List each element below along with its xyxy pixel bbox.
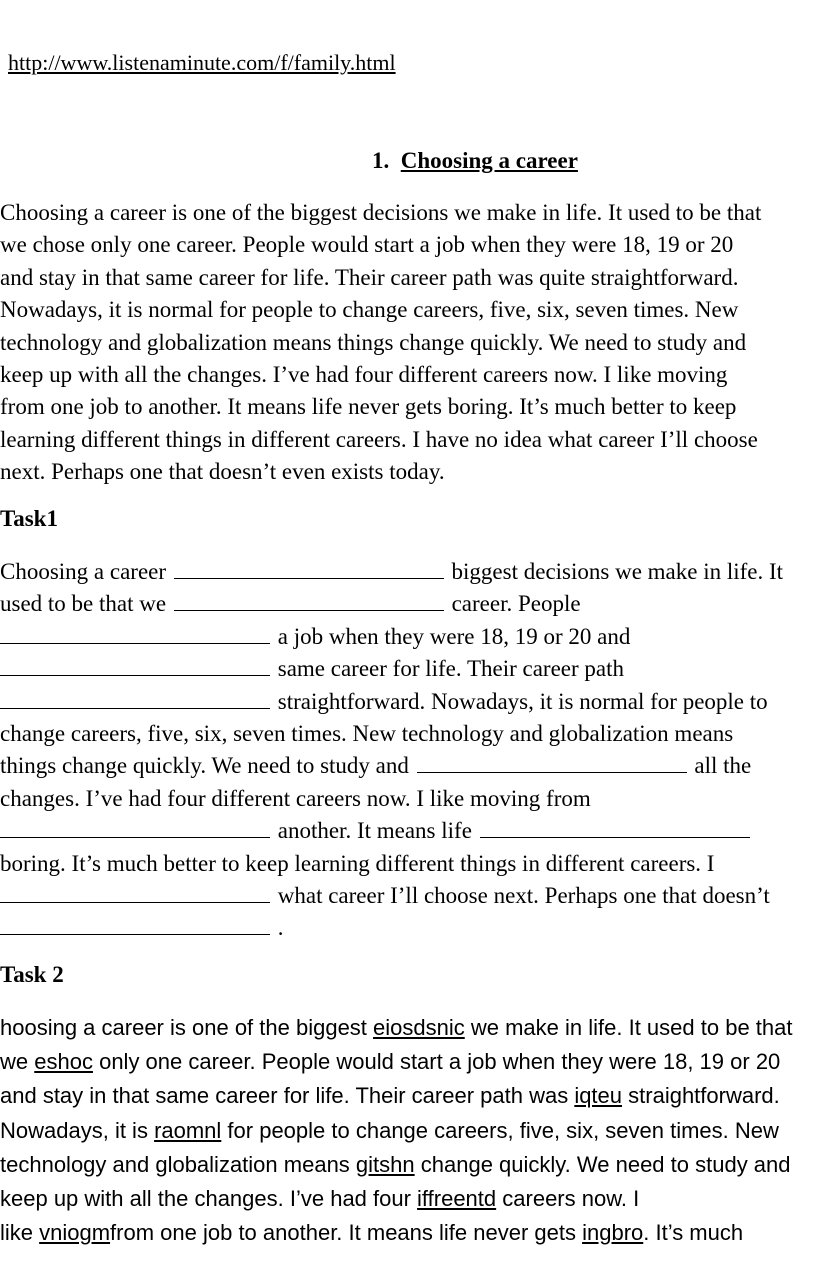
task2-line: hoosing a career is one of the biggest eiosdsnic we make in life. It used to be that [0,1015,793,1040]
paragraph-line: next. Perhaps one that doesn’t even exists today. [0,459,445,485]
paragraph-line: and stay in that same career for life. Their career path was quite straightforward. [0,264,739,290]
answer-blank[interactable] [174,577,444,579]
paragraph-line: Choosing a career is one of the biggest decisions we make in life. It used to be that [0,200,762,225]
paragraph-line: technology and globalization means things change quickly. We need to study and [0,329,747,355]
section-title-text: Choosing a career [400,148,578,173]
answer-blank[interactable] [0,836,270,838]
task1-line: . [0,912,816,944]
reading-paragraph [0,197,816,489]
answer-blank[interactable] [0,674,270,676]
scrambled-word: gitshn [355,1151,415,1177]
answer-blank[interactable] [0,707,270,709]
task2-line: keep up with all the changes. I’ve had four iffreentd careers now. I [0,1186,640,1212]
task2-heading: Task 2 [0,962,64,987]
scrambled-word: raomnl [154,1117,222,1143]
task1-heading: Task1 [0,506,58,531]
source-url[interactable]: http://www.listenaminute.com/f/family.html [8,50,396,75]
answer-blank[interactable] [417,771,687,773]
answer-blank[interactable] [174,609,444,611]
task1-gap-fill [0,556,816,945]
paragraph-line: learning different things in different careers. I have no idea what career I’ll choose [0,426,758,452]
scrambled-word: iffreentd [417,1186,497,1212]
task1-line: change careers, five, six, seven times. New technology and globalization means [0,721,734,747]
answer-blank[interactable] [0,901,270,903]
task2-line: we eshoc only one career. People would start a job when they were 18, 19 or 20 [0,1049,781,1075]
task2-line: Nowadays, it is raomnl for people to change careers, five, six, seven times. New [0,1117,779,1143]
paragraph-line: from one job to another. It means life never gets boring. It’s much better to keep [0,394,737,420]
task1-line: Choosing a career biggest decisions we make in life. It [0,559,784,584]
paragraph-line: Nowadays, it is normal for people to change careers, five, six, seven times. New [0,297,739,323]
scrambled-word: eiosdsnic [373,1015,465,1040]
task1-line: used to be that we career. People [0,591,581,617]
task2-line: technology and globalization means gitshn change quickly. We need to study and [0,1151,791,1177]
task1-line: another. It means life [0,815,816,847]
task1-line: straightforward. Nowadays, it is normal for people to [0,686,816,718]
scrambled-word: eshoc [34,1049,93,1075]
task1-line: changes. I’ve had four different careers now. I like moving from [0,785,591,811]
paragraph-line: we chose only one career. People would start a job when they were 18, 19 or 20 [0,232,734,258]
task1-line: same career for life. Their career path [0,653,816,685]
answer-blank[interactable] [480,836,750,838]
answer-blank[interactable] [0,933,270,935]
task1-line: boring. It’s much better to keep learning different things in different careers. I [0,850,715,876]
task2-line: and stay in that same career for life. Their career path was iqteu straightforward. [0,1083,780,1109]
task1-line: a job when they were 18, 19 or 20 and [0,621,816,653]
scrambled-word: iqteu [574,1083,623,1109]
paragraph-line: keep up with all the changes. I’ve had four different careers now. I like moving [0,362,728,388]
task2-unscramble [0,1011,816,1250]
section-title [372,148,578,174]
task1-line: things change quickly. We need to study and all the [0,753,752,779]
task1-line: what career I’ll choose next. Perhaps one that doesn’t [0,880,816,912]
scrambled-word: vniogm [39,1220,111,1246]
task2-line: like vniogmfrom one job to another. It means life never gets ingbro. It’s much [0,1220,744,1246]
section-number: 1. [372,148,390,173]
answer-blank[interactable] [0,642,270,644]
scrambled-word: ingbro [582,1220,644,1246]
